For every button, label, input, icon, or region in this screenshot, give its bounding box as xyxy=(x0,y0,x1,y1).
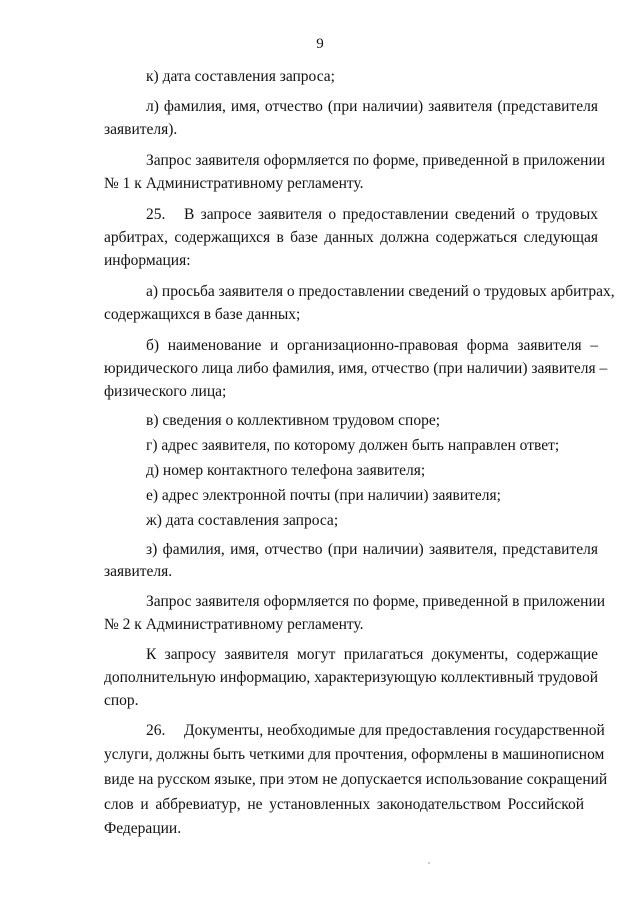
list-item-l: л) фамилия, имя, отчество (при наличии) заявителя (представителя xyxy=(146,98,598,115)
clause-26-cont: Федерации. xyxy=(104,820,182,837)
clause-26-text: Документы, необходимые для предоставления государственной xyxy=(184,722,605,739)
list-item-e: е) адрес электронной почты (при наличии) заявителя; xyxy=(146,487,501,504)
list-item-k: к) дата составления запроса; xyxy=(146,68,335,85)
clause-number-26: 26. xyxy=(146,722,166,739)
paragraph-form-1: Запрос заявителя оформляется по форме, приведенной в приложении xyxy=(146,152,606,169)
clause-25-text: В запросе заявителя о предоставлении сведений о трудовых xyxy=(184,206,598,223)
paragraph-attachments: К запросу заявителя могут прилагаться документы, содержащие xyxy=(146,646,598,663)
list-item-z-cont: заявителя. xyxy=(104,563,173,580)
list-item-g: г) адрес заявителя, по которому должен быть направлен ответ; xyxy=(146,437,560,454)
list-item-b: б) наименование и организационно-правовая форма заявителя – xyxy=(146,337,598,354)
list-item-v: в) сведения о коллективном трудовом споре; xyxy=(146,412,441,429)
list-item-l-cont: заявителя). xyxy=(104,121,178,138)
paragraph-attachments-cont: дополнительную информацию, характеризующую коллективный трудовой xyxy=(104,669,598,686)
paragraph-form-2-cont: № 2 к Административному регламенту. xyxy=(104,616,364,633)
paragraph-attachments-cont: спор. xyxy=(104,692,139,709)
list-item-a: а) просьба заявителя о предоставлении сведений о трудовых арбитрах, xyxy=(146,283,615,300)
list-item-z: з) фамилия, имя, отчество (при наличии) заявителя, представителя xyxy=(146,541,598,558)
clause-26-cont: слов и аббревиатур, не установленных законодательством Российской xyxy=(104,796,584,813)
clause-26-cont: виде на русском языке, при этом не допускается использование сокращений xyxy=(104,771,608,788)
list-item-b-cont: физического лица; xyxy=(104,383,227,400)
scan-speck xyxy=(428,862,430,864)
list-item-b-cont: юридического лица либо фамилия, имя, отчество (при наличии) заявителя – xyxy=(104,360,608,377)
list-item-zh: ж) дата составления запроса; xyxy=(146,512,339,529)
paragraph-form-2: Запрос заявителя оформляется по форме, приведенной в приложении xyxy=(146,593,606,610)
page-number: 9 xyxy=(316,36,324,52)
clause-25-cont: информация: xyxy=(104,252,191,269)
paragraph-form-1-cont: № 1 к Административному регламенту. xyxy=(104,175,364,192)
clause-26-cont: услуги, должны быть четкими для прочтения, оформлены в машинописном xyxy=(104,746,605,763)
list-item-a-cont: содержащихся в базе данных; xyxy=(104,306,301,323)
list-item-d: д) номер контактного телефона заявителя; xyxy=(146,462,426,479)
clause-25-cont: арбитрах, содержащихся в базе данных должна содержаться следующая xyxy=(104,229,598,246)
clause-number-25: 25. xyxy=(146,206,166,223)
